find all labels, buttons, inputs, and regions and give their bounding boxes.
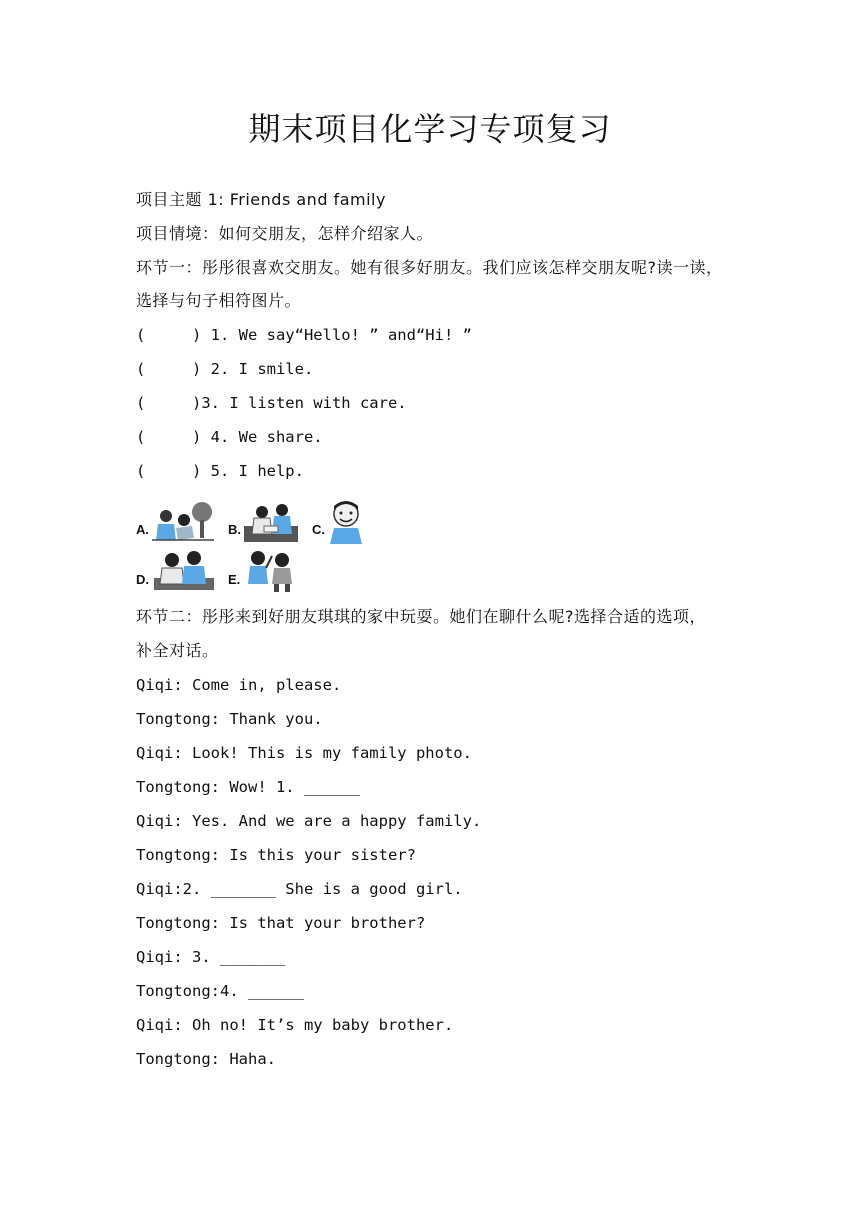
picture-d-listening-illustration — [154, 548, 214, 592]
dialogue-line: Tongtong: Haha. — [136, 1050, 276, 1068]
dialogue-line: Tongtong: Wow! 1. ______ — [136, 778, 360, 796]
section1-intro-line1: 环节一：彤彤很喜欢交朋友。她有很多好朋友。我们应该怎样交朋友呢?读一读， — [136, 258, 723, 277]
dialogue-line: Qiqi: 3. _______ — [136, 948, 286, 966]
picture-c-smiling-boy-illustration — [326, 498, 366, 544]
picture-e-greeting-illustration — [244, 548, 296, 592]
dialogue-line: Qiqi: Yes. And we are a happy family. — [136, 812, 482, 830]
question-item: ( ) 4. We share. — [136, 428, 323, 446]
question-item: ( )3. I listen with care. — [136, 394, 407, 412]
picture-label-e: E. — [228, 572, 241, 587]
dialogue-line: Qiqi: Come in, please. — [136, 676, 342, 694]
dialogue-line: Tongtong:4. ______ — [136, 982, 304, 1000]
dialogue-line: Tongtong: Thank you. — [136, 710, 323, 728]
section2-intro-line1: 环节二：彤彤来到好朋友琪琪的家中玩耍。她们在聊什么呢?选择合适的选项， — [136, 607, 706, 626]
picture-label-c: C. — [312, 522, 325, 537]
dialogue-line: Qiqi:2. _______ She is a good girl. — [136, 880, 463, 898]
picture-label-b: B. — [228, 522, 241, 537]
question-item: ( ) 1. We say“Hello! ” and“Hi! ” — [136, 326, 472, 344]
picture-options — [134, 496, 374, 592]
picture-label-d: D. — [136, 572, 149, 587]
project-context: 项目情境：如何交朋友，怎样介绍家人。 — [136, 224, 434, 243]
question-item: ( ) 5. I help. — [136, 462, 304, 480]
dialogue-line: Tongtong: Is this your sister? — [136, 846, 416, 864]
section2-intro-line2: 补全对话。 — [136, 641, 219, 660]
dialogue-line: Qiqi: Look! This is my family photo. — [136, 744, 472, 762]
picture-label-a: A. — [136, 522, 149, 537]
dialogue-line: Qiqi: Oh no! It’s my baby brother. — [136, 1016, 454, 1034]
dialogue-line: Tongtong: Is that your brother? — [136, 914, 426, 932]
picture-a-helping-illustration — [152, 500, 214, 544]
section1-intro-line2: 选择与句子相符图片。 — [136, 291, 302, 310]
question-item: ( ) 2. I smile. — [136, 360, 314, 378]
project-topic: 项目主题 1: Friends and family — [136, 190, 386, 209]
picture-b-sharing-illustration — [244, 500, 298, 542]
page-title: 期末项目化学习专项复习 — [248, 110, 612, 148]
